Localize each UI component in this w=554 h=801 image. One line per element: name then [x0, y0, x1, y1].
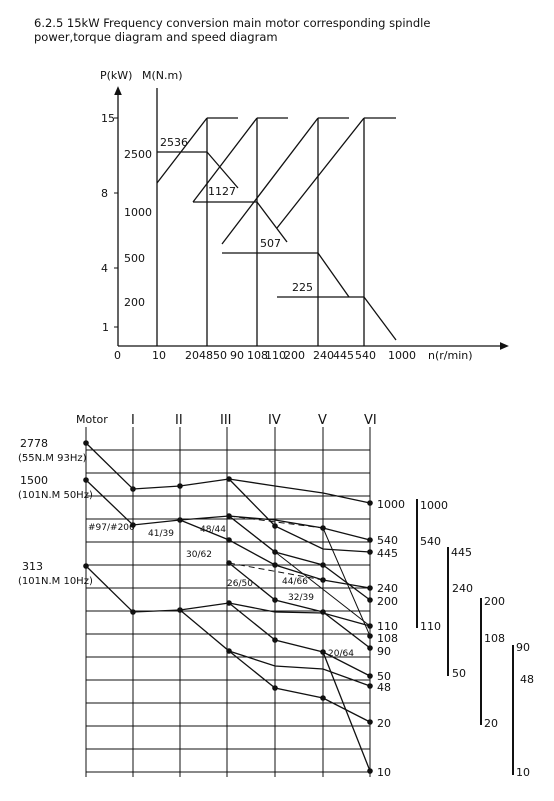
output-speed-label: 240: [377, 582, 398, 595]
range-bar-top: 90: [516, 641, 530, 654]
shaft-label: II: [175, 413, 183, 428]
speed-diagram-labels: [18, 413, 405, 779]
axis-power-label: P(kW): [100, 69, 133, 82]
torque-value-label: 2536: [160, 136, 188, 149]
range-bar-bottom: 20: [484, 717, 498, 730]
output-speed-label: 48: [377, 681, 391, 694]
input-speed-label: 1500: [20, 474, 48, 487]
x-tick: 110: [265, 349, 286, 362]
range-bar-top: 200: [484, 595, 505, 608]
axis-torque-label: M(N.m): [142, 69, 183, 82]
output-speed-label: 20: [377, 717, 391, 730]
power-tick: 1: [102, 321, 109, 334]
x-tick: 1000: [388, 349, 416, 362]
x-tick: 2048: [185, 349, 213, 362]
torque-value-label: 1127: [208, 185, 236, 198]
input-speed-label: 2778: [20, 437, 48, 450]
speed-paths: [86, 443, 370, 771]
heading-line-2: power,torque diagram and speed diagram: [34, 30, 278, 44]
x-tick: 50: [213, 349, 227, 362]
range-bar-bottom: 110: [420, 620, 441, 633]
x-tick: 240: [313, 349, 334, 362]
speed-drop-lines: [157, 88, 364, 346]
x-tick: 200: [284, 349, 305, 362]
power-tick: 15: [101, 112, 115, 125]
shaft-label: IV: [268, 413, 281, 428]
x-tick: 108: [247, 349, 268, 362]
axis-speed-label: n(r/min): [428, 349, 473, 362]
output-speed-label: 90: [377, 645, 391, 658]
range-bar-top: 240: [452, 582, 473, 595]
torque-value-label: 225: [292, 281, 313, 294]
shaft-label: III: [220, 413, 232, 428]
x-tick: 0: [114, 349, 121, 362]
gear-ratio-label: 32/39: [288, 593, 314, 603]
range-bar-bottom: 50: [452, 667, 466, 680]
output-speed-label: 110: [377, 620, 398, 633]
range-bar-top: 540: [420, 535, 441, 548]
shaft-label: V: [318, 413, 327, 428]
output-speed-label: 108: [377, 632, 398, 645]
range-bar-top: 1000: [420, 499, 448, 512]
gear-ratio-label: 20/64: [328, 649, 354, 659]
range-bar-top: 48: [520, 673, 534, 686]
x-tick: 10: [152, 349, 166, 362]
input-speed-note: (55N.M 93Hz): [18, 453, 87, 464]
gear-ratio-label: 30/62: [186, 550, 212, 560]
input-speed-label: 313: [22, 560, 43, 573]
power-torque-diagram: [114, 88, 505, 346]
torque-tick: 500: [124, 252, 145, 265]
range-bar-top: 445: [451, 546, 472, 559]
gear-ratio-label: 26/50: [227, 579, 253, 589]
shaft-label: VI: [364, 413, 377, 428]
gear-ratio-label: 44/66: [282, 577, 308, 587]
heading-line-1: 6.2.5 15kW Frequency conversion main motor corresponding spindle: [34, 16, 431, 30]
torque-tick: 1000: [124, 206, 152, 219]
power-curves: [157, 118, 364, 244]
gear-ratio-label: 41/39: [148, 529, 174, 539]
range-bar-labels: [420, 499, 534, 779]
motor-label: Motor: [76, 413, 108, 426]
output-speed-label: 540: [377, 534, 398, 547]
output-speed-label: 50: [377, 670, 391, 683]
output-speed-label: 1000: [377, 498, 405, 511]
torque-value-label: 507: [260, 237, 281, 250]
power-tick: 8: [101, 187, 108, 200]
input-speed-note: (101N.M 10Hz): [18, 576, 93, 587]
output-speed-label: 200: [377, 595, 398, 608]
range-bar-bottom: 10: [516, 766, 530, 779]
power-tick: 4: [101, 262, 108, 275]
torque-tick: 200: [124, 296, 145, 309]
input-speed-note: (101N.M 50Hz): [18, 490, 93, 501]
gear-ratio-label: #97/#206: [88, 523, 135, 533]
output-speed-label: 445: [377, 547, 398, 560]
range-bar-top: 108: [484, 632, 505, 645]
x-tick: 90: [230, 349, 244, 362]
speed-nodes: [83, 440, 373, 774]
output-speed-label: 10: [377, 766, 391, 779]
shaft-label: I: [131, 413, 135, 428]
x-tick: 445: [333, 349, 354, 362]
gear-ratio-label: 48/44: [200, 525, 226, 535]
x-tick: 540: [355, 349, 376, 362]
torque-tick: 2500: [124, 148, 152, 161]
